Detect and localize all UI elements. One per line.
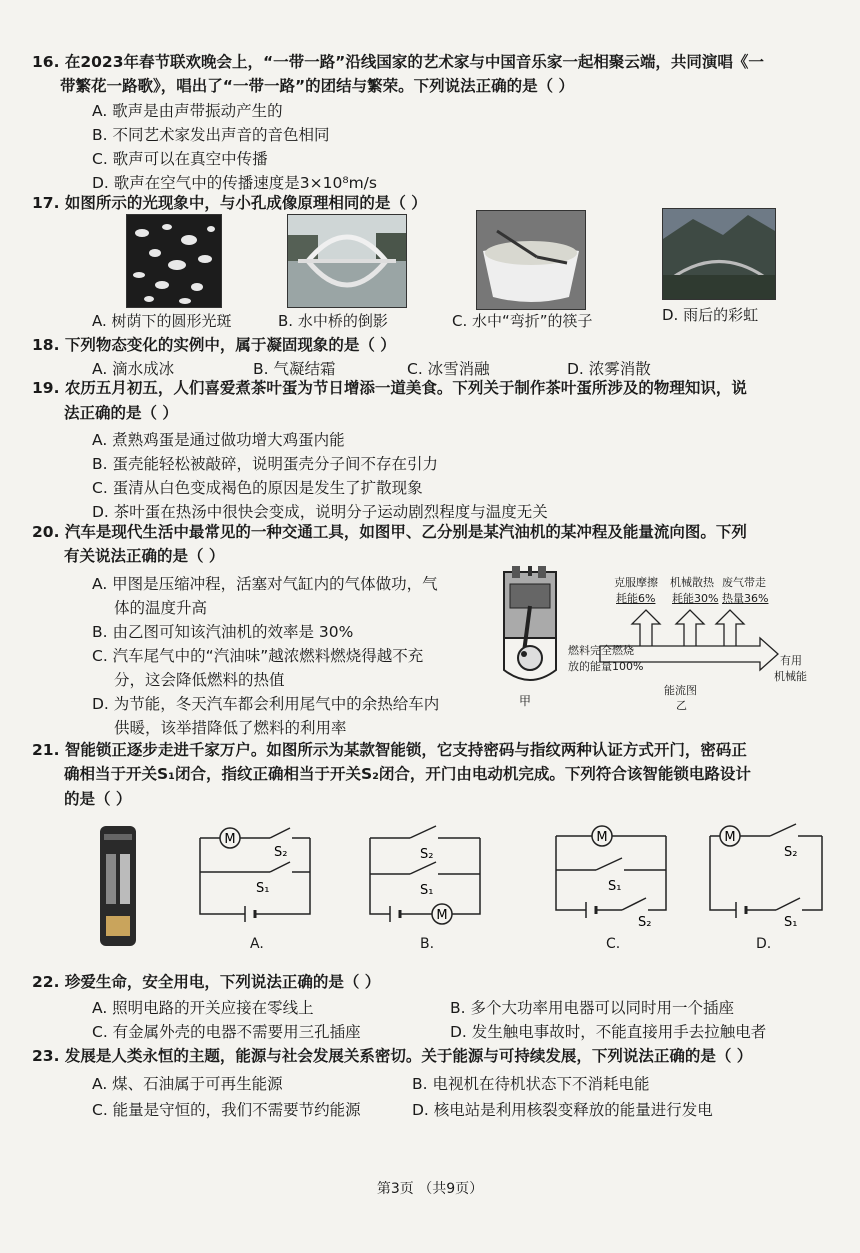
q22-stem: 22. 珍爱生命，安全用电，下列说法正确的是（ ） — [32, 973, 381, 991]
q22-option-b: B. 多个大功率用电器可以同时用一个插座 — [450, 999, 734, 1017]
circuit-c-s1: S₁ — [608, 879, 622, 894]
rainbow-photo — [662, 208, 776, 300]
loss-friction-label: 克服摩擦 — [614, 576, 658, 589]
q16-option-b: B. 不同艺术家发出声音的音色相同 — [92, 126, 330, 144]
circuit-b-motor: M — [436, 908, 448, 923]
q18-stem: 18. 下列物态变化的实例中，属于凝固现象的是（ ） — [32, 336, 396, 354]
figure-jia-label: 甲 — [519, 694, 532, 708]
q17-option-b: B. 水中桥的倒影 — [278, 312, 388, 330]
q16-stem-line1: 16. 在2023年春节联欢晚会上，“一带一路”沿线国家的艺术家与中国音乐家一起相聚云端，共同演唱《一 — [32, 53, 764, 71]
circuit-a — [190, 822, 320, 928]
q21-stem-line3: 的是（ ） — [64, 790, 132, 808]
circuit-b-label: B. — [420, 936, 435, 952]
circuit-b — [360, 818, 490, 928]
energy-flow-title: 能流图 — [664, 684, 697, 697]
smart-lock-photo — [96, 824, 140, 950]
q20-stem-line2: 有关说法正确的是（ ） — [64, 547, 225, 565]
loss-exhaust-label: 废气带走 — [722, 576, 766, 589]
engine-stroke-figure — [490, 566, 570, 690]
q18-option-a: A. 滴水成冰 — [92, 360, 175, 378]
loss-heat-label: 机械散热 — [670, 576, 714, 589]
q20-option-c-line1: C. 汽车尾气中的“汽油味”越浓燃料燃烧得越不充 — [92, 647, 424, 665]
q17-option-d: D. 雨后的彩虹 — [662, 306, 759, 324]
q22-option-d: D. 发生触电事故时，不能直接用手去拉触电者 — [450, 1023, 767, 1041]
circuit-c — [546, 818, 676, 930]
q19-option-a: A. 煮熟鸡蛋是通过做功增大鸡蛋内能 — [92, 431, 345, 449]
q16-option-a: A. 歌声是由声带振动产生的 — [92, 102, 283, 120]
q20-option-a-line2: 体的温度升高 — [114, 599, 208, 617]
q21-stem-line1: 21. 智能锁正逐步走进千家万户。如图所示为某款智能锁，它支持密码与指纹两种认证方式开门，密码正 — [32, 741, 747, 759]
useful-output-label: 有用 — [780, 654, 802, 667]
circuit-a-s1: S₁ — [256, 881, 270, 896]
q17-option-a: A. 树荫下的圆形光斑 — [92, 312, 232, 330]
q19-option-b: B. 蛋壳能轻松被敲碎，说明蛋壳分子间不存在引力 — [92, 455, 438, 473]
bent-chopsticks-photo — [476, 210, 586, 310]
circuit-d-s1: S₁ — [784, 915, 798, 930]
q19-stem-line1: 19. 农历五月初五，人们喜爱煮茶叶蛋为节日增添一道美食。下列关于制作茶叶蛋所涉及的物理知识，说 — [32, 379, 747, 397]
q20-stem-line1: 20. 汽车是现代生活中最常见的一种交通工具，如图甲、乙分别是某汽油机的某冲程及能量流向图。下列 — [32, 523, 747, 541]
q20-option-b: B. 由乙图可知该汽油机的效率是 30% — [92, 623, 354, 641]
tree-shadow-photo — [126, 214, 222, 308]
q16-option-d: D. 歌声在空气中的传播速度是3×10⁸m/s — [92, 174, 377, 192]
q23-option-b: B. 电视机在待机状态下不消耗电能 — [412, 1075, 650, 1093]
bridge-reflection-photo — [287, 214, 407, 308]
q17-stem: 17. 如图所示的光现象中，与小孔成像原理相同的是（ ） — [32, 194, 427, 212]
circuit-d-motor: M — [724, 830, 736, 845]
circuit-b-s2: S₂ — [420, 847, 434, 862]
circuit-a-motor: M — [224, 832, 236, 847]
useful-output-label-2: 机械能 — [774, 670, 807, 683]
circuit-c-s2: S₂ — [638, 915, 652, 930]
circuit-a-s2: S₂ — [274, 845, 288, 860]
q20-option-d-line2: 供暖，该举措降低了燃料的利用率 — [114, 719, 347, 737]
q20-option-d-line1: D. 为节能，冬天汽车都会利用尾气中的余热给车内 — [92, 695, 440, 713]
q23-stem: 23. 发展是人类永恒的主题，能源与社会发展关系密切。关于能源与可持续发展，下列说法正确的是（ ） — [32, 1047, 753, 1065]
q19-stem-line2: 法正确的是（ ） — [64, 404, 178, 422]
q16-stem-line2: 带繁花一路歌》，唱出了“一带一路”的团结与繁荣。下列说法正确的是（ ） — [60, 77, 575, 95]
q22-option-a: A. 照明电路的开关应接在零线上 — [92, 999, 314, 1017]
page-number: 第3页 （共9页） — [376, 1181, 484, 1197]
q23-option-a: A. 煤、石油属于可再生能源 — [92, 1075, 283, 1093]
q17-option-c: C. 水中“弯折”的筷子 — [452, 312, 593, 330]
loss-heat-value: 耗能30% — [672, 592, 719, 605]
q21-stem-line2: 确相当于开关S₁闭合，指纹正确相当于开关S₂闭合，开门由电动机完成。下列符合该智能锁电路设计 — [64, 765, 751, 783]
q23-option-c: C. 能量是守恒的，我们不需要节约能源 — [92, 1101, 361, 1119]
figure-yi-label: 乙 — [676, 699, 687, 712]
circuit-b-s1: S₁ — [420, 883, 434, 898]
q19-option-c: C. 蛋清从白色变成褐色的原因是发生了扩散现象 — [92, 479, 423, 497]
loss-friction-value: 耗能6% — [616, 592, 656, 605]
fuel-input-label: 燃料完全燃烧 — [568, 644, 634, 657]
q19-option-d: D. 茶叶蛋在热汤中很快会变成，说明分子运动剧烈程度与温度无关 — [92, 503, 548, 521]
circuit-c-motor: M — [596, 830, 608, 845]
circuit-a-label: A. — [250, 936, 264, 952]
q20-option-c-line2: 分，这会降低燃料的热值 — [114, 671, 285, 689]
q18-option-d: D. 浓雾消散 — [567, 360, 651, 378]
circuit-d-label: D. — [756, 936, 772, 952]
q18-option-b: B. 气凝结霜 — [253, 360, 336, 378]
q18-option-c: C. 冰雪消融 — [407, 360, 490, 378]
circuit-c-label: C. — [606, 936, 621, 952]
loss-exhaust-value: 热量36% — [722, 592, 769, 605]
q20-option-a-line1: A. 甲图是压缩冲程，活塞对气缸内的气体做功，气 — [92, 575, 438, 593]
q16-option-c: C. 歌声可以在真空中传播 — [92, 150, 268, 168]
q22-option-c: C. 有金属外壳的电器不需要用三孔插座 — [92, 1023, 361, 1041]
q23-option-d: D. 核电站是利用核裂变释放的能量进行发电 — [412, 1101, 713, 1119]
fuel-input-value: 放的能量100% — [568, 660, 644, 673]
circuit-d-s2: S₂ — [784, 845, 798, 860]
circuit-d — [700, 818, 830, 930]
